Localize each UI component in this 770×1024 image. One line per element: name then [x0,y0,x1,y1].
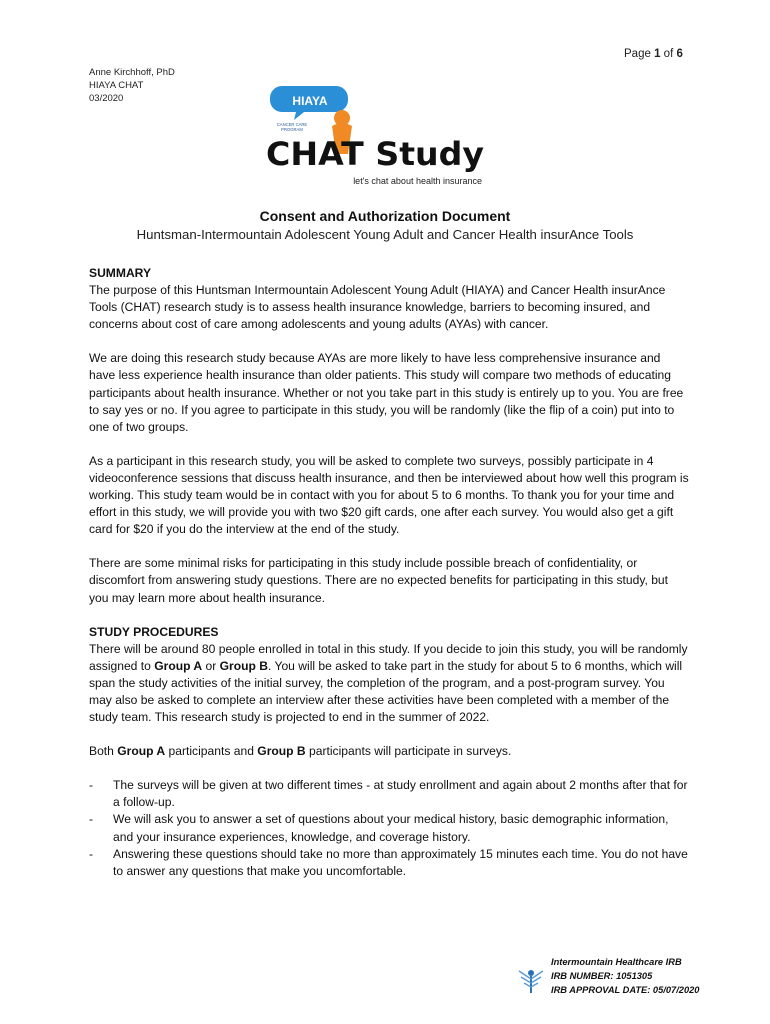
summary-paragraph-4: There are some minimal risks for participating in this study include possible breach of confidentiality, or discomfort from answering study questions. There are no expected benefits for participating in this study, but you may learn more about health insurance. [89,556,669,605]
irb-text [551,955,699,997]
page-number: Page 1 of 6 [624,48,683,60]
irb-stamp [515,955,745,999]
summary-paragraph-1: The purpose of this Huntsman Intermountain Adolescent Young Adult (HIAYA) and Cancer Health insurAnce Tools (CHAT) research study is to assess health insurance knowledge, barriers to becoming insured, and concerns about cost of care among adolescents and young adults (AYAs) with cancer. [89,283,666,332]
badge-sub1: CANCER CARE [276,122,308,127]
document-title: Consent and Authorization Document [259,208,511,224]
badge-sub2: PROGRAM [281,127,303,132]
summary-heading: SUMMARY [89,266,152,280]
summary-paragraph-2: We are doing this research study because AYAs are more likely to have less comprehensive insurance and have less experience health insurance than older patients. This study will compare two methods of educating participants about health insurance. Whether or not you take part in this study is entirely up to you. You are free to say yes or no. If you agree to participate in this study, you will be randomly (like the flip of a coin) put into to one of two groups. [89,351,684,434]
procedures-heading: STUDY PROCEDURES [89,624,219,639]
chat-study-logo [262,80,492,190]
author-date: 03/2020 [89,93,124,104]
title-block [0,208,770,242]
document-body [89,265,689,880]
author-org: HIAYA CHAT [89,80,144,91]
hiaya-badge-text: HIAYA [292,94,328,108]
irb-line-2: IRB NUMBER: 1051305 [551,971,653,981]
procedures-list [89,777,689,880]
tagline: let's chat about health insurance [353,176,482,186]
summary-paragraph-3: As a participant in this research study, you will be asked to complete two surveys, possibly participate in 4 videoconference sessions that discuss health insurance, and then be interviewed about how well this program is working. This study team would be in contact with you for about 5 to 6 months. To thank you for your time and effort in this study, we will provide you with two $20 gift cards, one after each survey. You would also get a gift card for $20 if you do the interview at the end of the study. [89,453,689,537]
procedures-paragraph-2: Both Group A participants and Group B participants will participate in surveys. [89,744,512,759]
author-block [89,66,175,105]
wordmark: CHAT Study [266,135,485,173]
irb-line-3: IRB APPROVAL DATE: 05/07/2020 [551,985,700,995]
list-item: - We will ask you to answer a set of questions about your medical history, basic demographic information, and your insurance experiences, knowledge, and coverage history. [89,812,669,844]
intermountain-logo-icon [515,965,547,995]
irb-line-1: Intermountain Healthcare IRB [551,957,682,967]
author-name: Anne Kirchhoff, PhD [89,67,175,78]
list-item: - The surveys will be given at two different times - at study enrollment and again about 2 months after that for a follow-up. [89,778,688,810]
list-item: - Answering these questions should take no more than approximately 15 minutes each time. You do not have to answer any questions that make you uncomfortable. [89,846,688,878]
document-subtitle: Huntsman-Intermountain Adolescent Young Adult and Cancer Health insurAnce Tools [136,227,634,242]
procedures-paragraph-1: There will be around 80 people enrolled in total in this study. If you decide to join this study, you will be randomly assigned to Group A or Group B. You will be asked to take part in the study for about 5 to 6 months, which will span the study activities of the initial survey, the completion of the program, and a post-program survey. You may also be asked to complete an interview after these activities have been completed with a member of the study team. This research study is projected to end in the summer of 2022. [89,641,688,725]
